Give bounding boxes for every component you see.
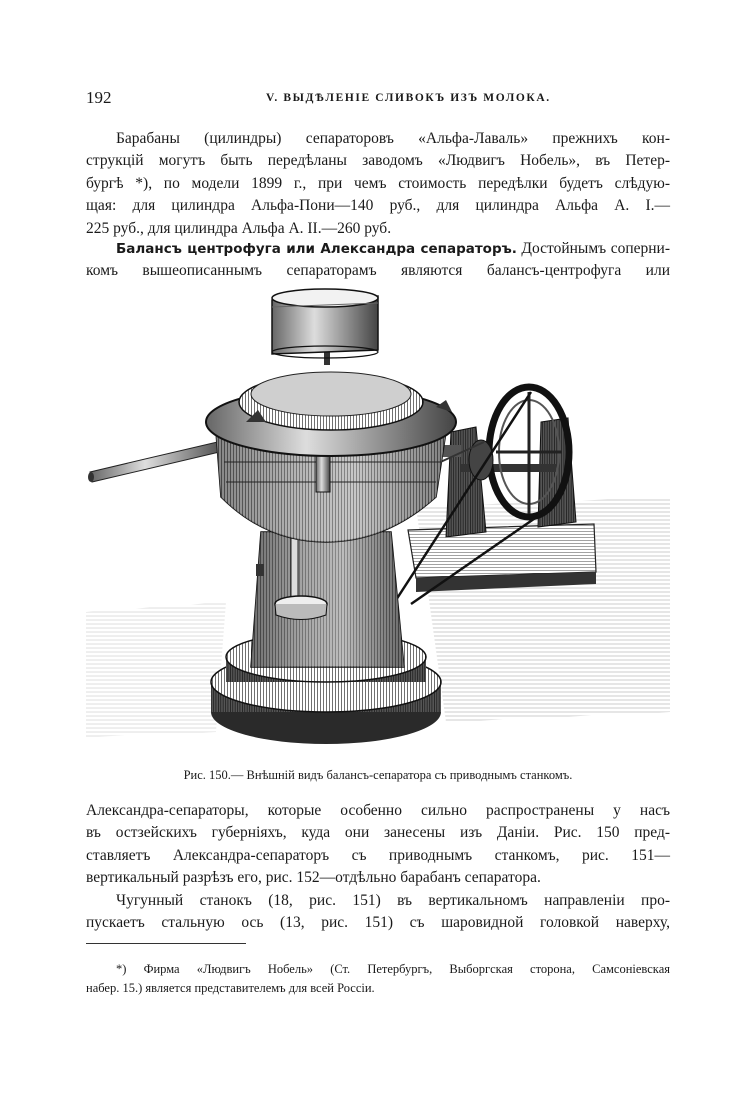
page-header: [86, 88, 670, 110]
paragraph-1: [86, 128, 670, 240]
text-line: пускаетъ стальную ось (13, рис. 151) съ шаровидной головкой наверху,: [86, 914, 670, 932]
text-line: Чугунный станокъ (18, рис. 151) въ вертикальномъ направленіи про-: [116, 892, 670, 909]
text-line: ставляетъ Александра-сепараторъ съ приводнымъ станкомъ, рис. 151—: [86, 846, 670, 864]
text-line: въ остзейскихъ губерніяхъ, куда они занесены изъ Даніи. Рис. 150 пред-: [86, 824, 670, 842]
paragraph-4: [86, 890, 670, 935]
separator-engraving: [86, 282, 670, 754]
text-line: щая: для цилиндра Альфа-Пони—140 руб., для цилиндра Альфа А. I.—: [86, 197, 670, 215]
figure-caption: Рис. 150.— Внѣшній видъ балансъ-сепаратора съ приводнымъ станкомъ.: [183, 768, 573, 782]
paragraph-2: [86, 238, 670, 283]
running-head: V. ВЫДѢЛЕНІЕ СЛИВОКЪ ИЗЪ МОЛОКА.: [266, 92, 551, 104]
supply-tank: [272, 289, 378, 365]
text-run: Достойнымъ соперни-: [521, 240, 670, 257]
paragraph-3: [86, 800, 670, 890]
text-line: 225 руб., для цилиндра Альфа А. II.—260 руб.: [86, 219, 392, 237]
text-line: комъ вышеописаннымъ сепараторамъ являются балансъ-центрофуга или: [86, 262, 670, 280]
text-line: [86, 238, 670, 260]
text-line: Барабаны (цилиндры) сепараторовъ «Альфа-Лаваль» прежнихъ кон-: [116, 130, 670, 147]
text-line: вертикальный разрѣзъ его, рис. 152—отдѣльно барабанъ сепаратора.: [86, 869, 541, 887]
footnote-line: *) Фирма «Людвигъ Нобель» (Ст. Петербургъ, Выборгская сторона, Самсоніевская: [116, 962, 670, 976]
footnote: [86, 960, 670, 998]
text-line: Александра-сепараторы, которые особенно сильно распространены у насъ: [86, 802, 670, 819]
footnote-rule: [86, 943, 246, 944]
text-line: струкцій могутъ быть передѣланы заводомъ «Людвигъ Нобель», въ Петер-: [86, 152, 670, 170]
page-number: 192: [86, 88, 112, 107]
text-line: бургѣ *), по модели 1899 г., при чемъ стоимость передѣлки будетъ слѣдую-: [86, 174, 670, 192]
footnote-line: набер. 15.) является представителемъ для всей Россіи.: [86, 981, 375, 995]
section-heading: Балансъ центрофуга или Александра сепараторъ.: [116, 241, 517, 257]
